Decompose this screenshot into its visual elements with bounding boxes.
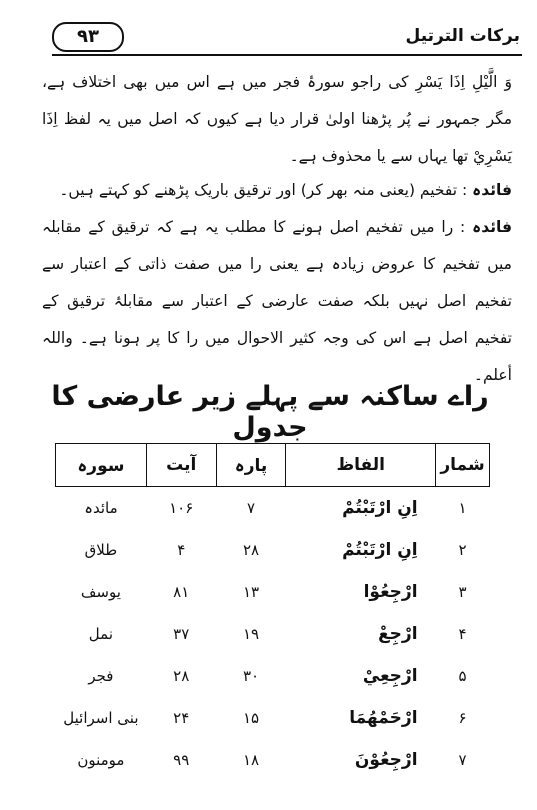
cell-ayah: ۱۰۶: [169, 499, 194, 517]
note-1-text: : تفخیم (یعنی منہ بھر کر) اور ترقیق باریک پڑھنے کو کہتے ہیں۔: [59, 181, 468, 199]
cell-surah: مائدہ: [84, 499, 118, 517]
header-ayah: آیت: [146, 444, 216, 487]
header-surah: سورہ: [56, 444, 147, 487]
cell-para: ۱۵: [242, 709, 260, 727]
cell-para: ۷: [246, 499, 256, 517]
book-title: برکات الترتیل: [405, 26, 520, 46]
table-row: [56, 571, 490, 613]
cell-word: اِنِ ارْتَبْتُمْ: [342, 540, 418, 560]
cell-para: ۱۹: [242, 625, 260, 643]
header-para: پارہ: [216, 444, 286, 487]
table-row: [56, 697, 490, 739]
cell-serial: ۱: [458, 499, 467, 517]
note-1-label: فائدہ: [472, 181, 512, 199]
cell-surah: مومنون: [77, 751, 125, 769]
table-row: [56, 655, 490, 697]
table-row: [56, 613, 490, 655]
cell-para: ۲۸: [242, 541, 260, 559]
cell-word: ارْجِعِيْ: [362, 666, 418, 686]
header-rule: [52, 54, 522, 56]
cell-word: ارْجِعْ: [378, 624, 418, 644]
paragraph-1: وَ الَّيْلِ اِذَا يَسْرِ کی راجو سورۂ فجر میں ہے اس میں بھی اختلاف ہے، مگر جمہور نے پُر پڑھنا اولیٰ قرار دیا ہے کیوں کہ اصل میں یہ لفظ اِذَا يَسْرِيْ تھا یہاں سے یا محذوف ہے۔: [42, 73, 512, 165]
cell-surah: طلاق: [84, 541, 118, 559]
cell-para: ۱۸: [242, 751, 260, 769]
cell-ayah: ۲۴: [173, 709, 190, 727]
cell-serial: ۷: [458, 751, 467, 769]
page-header: [52, 22, 520, 54]
cell-word: ارْجِعُوْنَ: [354, 750, 418, 770]
table-row: [56, 739, 490, 781]
cell-serial: ۶: [458, 709, 467, 727]
note-2: [42, 209, 512, 394]
words-table: [55, 443, 490, 781]
cell-serial: ۴: [458, 625, 467, 643]
cell-word: ارْجِعُوْا: [363, 582, 418, 602]
header-serial: شمار: [436, 444, 490, 487]
cell-ayah: ۴: [177, 541, 186, 559]
cell-word: اِنِ ارْتَبْتُمْ: [342, 498, 418, 518]
table-row: [56, 529, 490, 571]
cell-para: ۳۰: [242, 667, 260, 685]
cell-surah: بنی اسرائیل: [63, 709, 139, 727]
cell-para: ۱۳: [242, 583, 260, 601]
cell-ayah: ۹۹: [173, 751, 190, 769]
cell-serial: ۳: [458, 583, 467, 601]
note-1: [42, 172, 512, 209]
cell-ayah: ۸۱: [173, 583, 190, 601]
table-title: راے ساکنہ سے پہلے زیر عارضی کا جدول: [51, 381, 489, 443]
cell-surah: یوسف: [80, 583, 121, 601]
cell-serial: ۲: [458, 541, 467, 559]
header-words: الفاظ: [286, 444, 436, 487]
cell-word: ارْحَمْهُمَا: [349, 708, 418, 728]
note-2-label: فائدہ: [472, 218, 512, 236]
cell-surah: فجر: [88, 667, 114, 685]
note-2-text: : را میں تفخیم اصل ہونے کا مطلب یہ ہے کہ ترقیق کے مقابلہ میں تفخیم کا عروض زیادہ ہے یعنی را میں صفت ذاتی کے اعتبار سے تفخیم اصل نہیں بلکہ صفت عارضی کے اعتبار سے مقابلۂ ترقیق کے تفخیم اصل ہے اس کی وجہ کثیر الاحوال میں را کا پر ہونا ہے۔ واللہ أعلم۔: [42, 218, 512, 384]
cell-surah: نمل: [88, 625, 114, 643]
table-row: [56, 487, 490, 530]
cell-ayah: ۲۸: [173, 667, 190, 685]
cell-serial: ۵: [458, 667, 467, 685]
page-number: ۹۳: [52, 22, 124, 52]
table-header-row: [56, 444, 490, 487]
cell-ayah: ۳۷: [173, 625, 190, 643]
